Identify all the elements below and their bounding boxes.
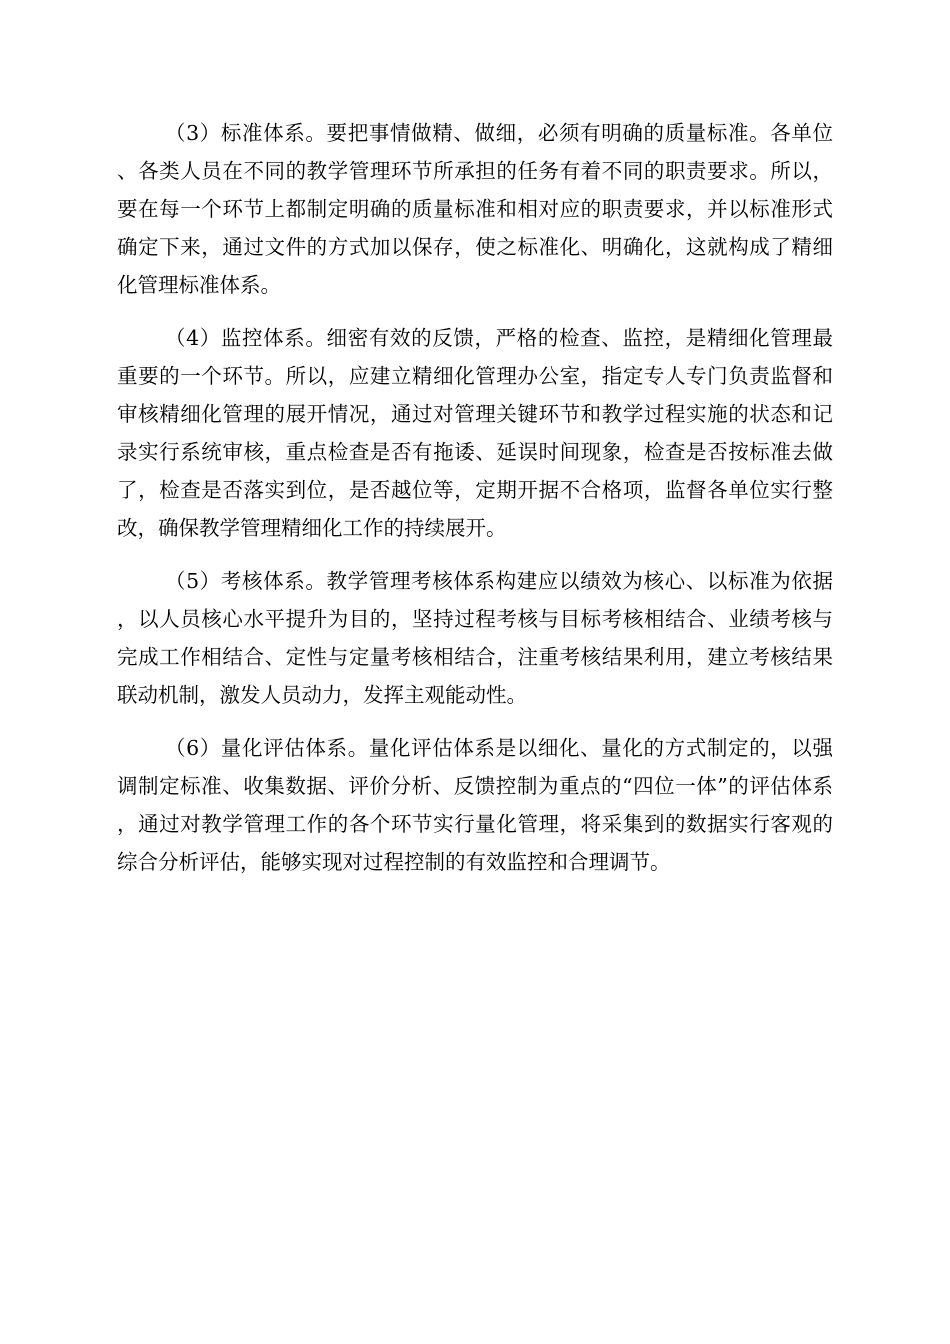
- paragraph-assessment-system: （5）考核体系。教学管理考核体系构建应以绩效为核心、以标准为依据，以人员核心水平提升为目的，坚持过程考核与目标考核相结合、业绩考核与完成工作相结合、定性与定量考核相结合，注重考核结果利用，建立考核结果联动机制，激发人员动力，发挥主观能动性。: [117, 569, 833, 707]
- paragraph-standard-system: （3）标准体系。要把事情做精、做细，必须有明确的质量标准。各单位、各类人员在不同的教学管理环节所承担的任务有着不同的职责要求。所以，要在每一个环节上都制定明确的质量标准和相对应的职责要求，并以标准形式确定下来，通过文件的方式加以保存，使之标准化、明确化，这就构成了精细化管理标准体系。: [117, 121, 833, 297]
- paragraph-monitoring-system: （4）监控体系。细密有效的反馈，严格的检查、监控，是精细化管理最重要的一个环节。所以，应建立精细化管理办公室，指定专人专门负责监督和审核精细化管理的展开情况，通过对管理关键环节和教学过程实施的状态和记录实行系统审核，重点检查是否有拖诿、延误时间现象，检查是否按标准去做了，检查是否落实到位，是否越位等，定期开据不合格项，监督各单位实行整改，确保教学管理精细化工作的持续展开。: [117, 326, 833, 540]
- paragraph-quantitative-evaluation-system: （6）量化评估体系。量化评估体系是以细化、量化的方式制定的，以强调制定标准、收集数据、评价分析、反馈控制为重点的“四位一体”的评估体系，通过对教学管理工作的各个环节实行量化管理，将采集到的数据实行客观的综合分析评估，能够实现对过程控制的有效监控和合理调节。: [117, 736, 833, 874]
- document-body: [117, 114, 833, 881]
